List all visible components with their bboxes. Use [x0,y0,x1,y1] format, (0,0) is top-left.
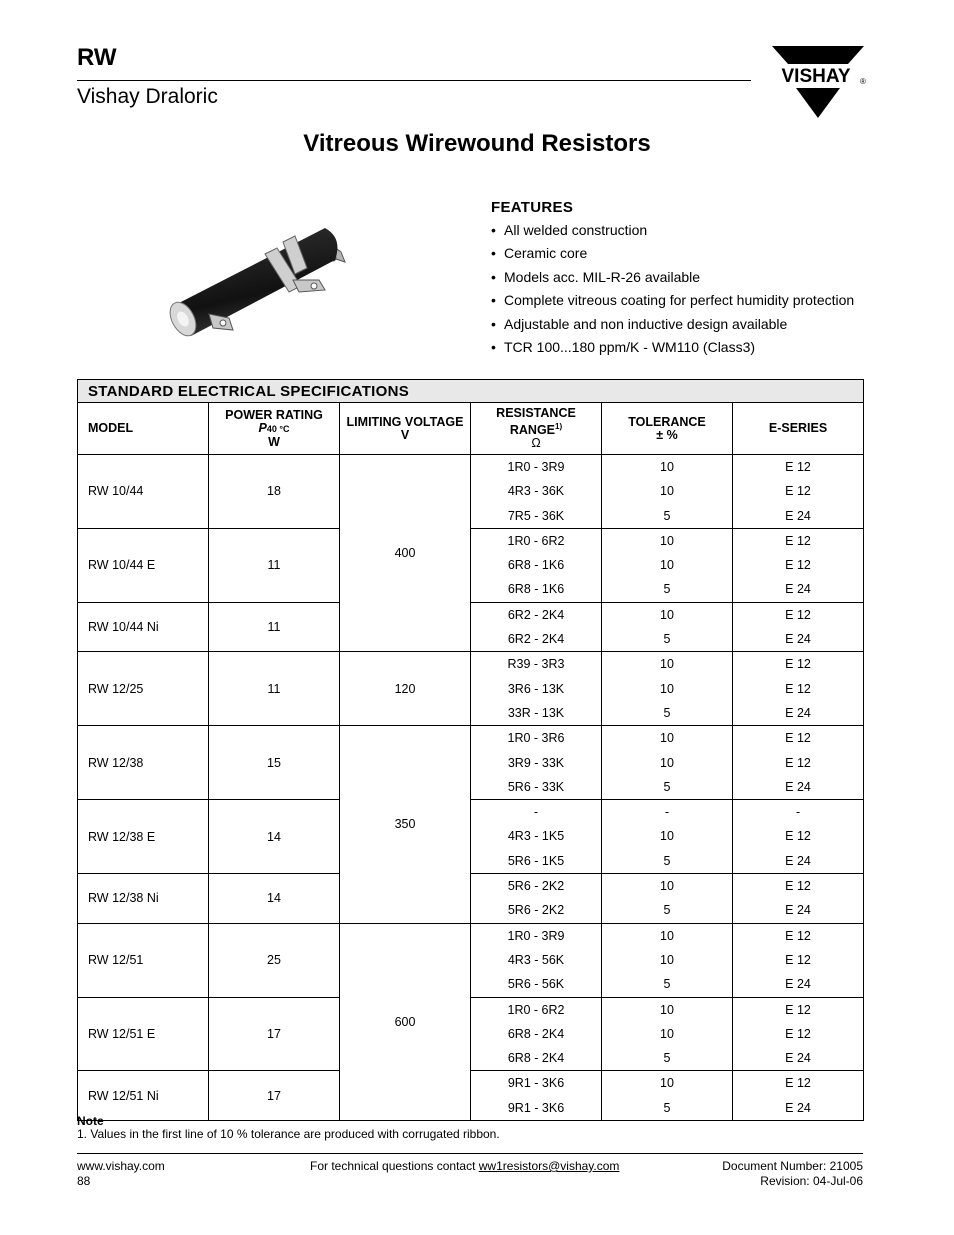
es-value: E 12 [785,558,811,573]
footnote-marker: 1) [555,421,563,431]
features-heading: FEATURES [491,199,574,216]
range-value: 4R3 - 36K [507,484,565,499]
tol-value: 5 [663,705,671,720]
tol-cell [602,997,733,1071]
table-row [78,997,864,1071]
es-value: E 24 [785,1051,811,1066]
model-cell: RW 12/38 Ni [78,874,209,924]
power-cell: 11 [209,652,340,726]
range-value: 3R9 - 33K [507,755,565,770]
tolerance-header-label: TOLERANCE [628,414,706,429]
tol-cell [602,602,733,652]
feature-item: • Complete vitreous coating for perfect humidity protection [491,290,854,313]
contact-email-link[interactable]: ww1resistors@vishay.com [478,1159,620,1173]
table-row [78,874,864,924]
range-value: 6R8 - 2K4 [507,1026,565,1041]
range-value: 4R3 - 56K [507,952,565,967]
table-row [78,726,864,800]
power-header-label: POWER RATING [225,407,323,422]
footer-rule [77,1153,863,1154]
range-value: R39 - 3R3 [507,657,565,672]
es-value: E 24 [785,779,811,794]
tol-cell [602,652,733,726]
range-cell [471,923,602,997]
power-cell: 25 [209,923,340,997]
range-cell [471,455,602,529]
es-value: E 24 [785,977,811,992]
specifications-table [77,379,864,1121]
column-header-tolerance [602,403,733,455]
range-value: 33R - 13K [507,705,565,720]
column-header-resistance [471,403,602,455]
es-cell [733,923,864,997]
tol-value: 10 [660,657,674,672]
tol-value: 10 [660,460,674,474]
es-value: E 24 [785,632,811,647]
column-header-power [209,403,340,455]
document-number: Document Number: 21005 [722,1159,863,1173]
ohm-unit: Ω [531,436,541,451]
es-cell [733,455,864,529]
logo-text: VISHAY [781,66,851,87]
tol-cell [602,874,733,924]
es-value: E 12 [785,879,811,894]
model-cell: RW 12/51 Ni [78,1071,209,1121]
range-value: 5R6 - 2K2 [507,879,565,894]
range-cell [471,800,602,874]
note-heading: Note [77,1114,104,1128]
header-rule [77,80,751,81]
es-value: E 12 [785,484,811,499]
range-value: 5R6 - 1K5 [507,853,565,868]
power-cell: 11 [209,528,340,602]
tol-value: 10 [660,1076,674,1091]
tol-cell [602,800,733,874]
es-cell [733,1071,864,1121]
power-cell: 18 [209,455,340,529]
model-cell: RW 12/38 [78,726,209,800]
es-value: E 12 [785,657,811,672]
tol-value: 5 [663,582,671,597]
tol-value: 10 [660,1026,674,1041]
column-header-model: MODEL [78,403,209,455]
power-unit: W [268,434,280,449]
es-value: E 24 [785,853,811,868]
feature-item: • Ceramic core [491,243,854,266]
power-cell: 11 [209,602,340,652]
tol-value: 10 [660,558,674,573]
voltage-cell: 350 [340,726,471,923]
feature-item: • TCR 100...180 ppm/K - WM110 (Class3) [491,337,854,360]
es-value: E 12 [785,681,811,696]
range-value: - [533,805,539,820]
range-value: 4R3 - 1K5 [507,829,565,844]
range-label: RANGE [509,423,556,438]
es-cell [733,726,864,800]
voltage-cell: 400 [340,455,471,652]
tol-cell [602,528,733,602]
range-value: 6R8 - 1K6 [507,558,565,573]
tol-value: 10 [660,1002,674,1017]
range-value: 5R6 - 2K2 [507,903,565,918]
es-value: E 12 [785,755,811,770]
table-header-row [78,403,864,455]
table-body [78,455,864,1121]
contact-line [310,1159,619,1173]
power-cell: 14 [209,800,340,874]
model-cell: RW 10/44 E [78,528,209,602]
tol-value: 10 [660,484,674,499]
range-value: 6R8 - 1K6 [507,582,565,597]
es-cell [733,528,864,602]
range-cell [471,1071,602,1121]
voltage-cell: 120 [340,652,471,726]
range-value: 1R0 - 3R9 [507,928,565,943]
logo-registered-mark: ® [860,77,866,86]
range-cell [471,602,602,652]
feature-item: • Adjustable and non inductive design available [491,314,854,337]
range-cell [471,997,602,1071]
tol-value: 5 [663,853,671,868]
tol-value: 10 [660,952,674,967]
power-cell: 17 [209,1071,340,1121]
model-cell: RW 12/51 E [78,997,209,1071]
tol-value: 10 [660,755,674,770]
page-title: Vitreous Wirewound Resistors [303,130,651,157]
voltage-cell: 600 [340,923,471,1120]
model-cell: RW 12/38 E [78,800,209,874]
range-value: 3R6 - 13K [507,681,565,696]
range-value: 6R2 - 2K4 [507,632,565,647]
table-row [78,800,864,874]
tol-value: 10 [660,731,674,746]
es-value: E 24 [785,705,811,720]
es-value: E 12 [785,533,811,548]
range-value: 6R2 - 2K4 [507,607,565,622]
range-value: 1R0 - 6R2 [507,533,565,548]
table-row [78,652,864,726]
note-text: 1. Values in the first line of 10 % tolerance are produced with corrugated ribbon. [77,1127,500,1141]
es-value: E 12 [785,952,811,967]
table-row [78,455,864,529]
tol-value: 10 [660,681,674,696]
es-cell [733,602,864,652]
es-cell [733,800,864,874]
es-value: E 12 [785,1002,811,1017]
range-value: 6R8 - 2K4 [507,1051,565,1066]
brand-name: Vishay Draloric [77,85,218,108]
es-value: E 24 [785,1100,811,1115]
power-subscript: 40 °C [266,423,290,434]
model-cell: RW 10/44 Ni [78,602,209,652]
voltage-header-label: LIMITING VOLTAGE [346,414,464,429]
range-value: 9R1 - 3K6 [507,1076,565,1091]
tol-value: 5 [663,1100,671,1115]
tol-value: 5 [663,977,671,992]
es-cell [733,874,864,924]
es-value: E 12 [785,829,811,844]
tol-value: 5 [663,779,671,794]
range-value: 1R0 - 3R9 [507,460,565,474]
range-value: 7R5 - 36K [507,508,565,523]
voltage-unit: V [400,427,410,442]
range-value: 1R0 - 6R2 [507,1002,565,1017]
power-cell: 14 [209,874,340,924]
tol-value: 10 [660,607,674,622]
range-cell [471,528,602,602]
tol-value: 5 [663,1051,671,1066]
es-value: E 12 [785,928,811,943]
tol-value: 5 [663,632,671,647]
power-cell: 17 [209,997,340,1071]
es-value: - [795,805,801,820]
tol-value: 5 [663,903,671,918]
model-cell: RW 12/25 [78,652,209,726]
model-cell: RW 12/51 [78,923,209,997]
es-value: E 12 [785,1076,811,1091]
range-cell [471,874,602,924]
es-value: E 12 [785,731,811,746]
column-header-voltage [340,403,471,455]
contact-prefix: For technical questions contact [310,1159,479,1173]
es-cell [733,652,864,726]
website-link[interactable]: www.vishay.com [77,1159,165,1173]
column-header-eseries: E-SERIES [733,403,864,455]
range-cell [471,726,602,800]
table-row [78,602,864,652]
part-number: RW [77,44,117,71]
tol-cell [602,923,733,997]
tolerance-unit: ± % [656,427,678,442]
es-cell [733,997,864,1071]
vishay-logo [770,44,866,120]
es-value: E 12 [785,1026,811,1041]
range-value: 5R6 - 33K [507,779,565,794]
resistor-photo [165,218,360,348]
tol-cell [602,1071,733,1121]
tol-cell [602,455,733,529]
tol-value: 5 [663,508,671,523]
revision-date: Revision: 04-Jul-06 [760,1174,863,1188]
model-cell: RW 10/44 [78,455,209,529]
es-value: E 12 [785,460,811,474]
tol-value: 10 [660,879,674,894]
table-row [78,923,864,997]
page-number: 88 [77,1174,91,1188]
range-value: 9R1 - 3K6 [507,1100,565,1115]
range-cell [471,652,602,726]
power-cell: 15 [209,726,340,800]
tol-value: 10 [660,533,674,548]
es-value: E 24 [785,582,811,597]
es-value: E 24 [785,508,811,523]
table-caption: STANDARD ELECTRICAL SPECIFICATIONS [78,380,864,403]
tol-value: - [664,805,670,820]
tol-cell [602,726,733,800]
table-row [78,528,864,602]
tol-value: 10 [660,928,674,943]
range-value: 1R0 - 3R6 [507,731,565,746]
feature-item: • Models acc. MIL-R-26 available [491,267,854,290]
tol-value: 10 [660,829,674,844]
features-list [491,220,854,360]
es-value: E 24 [785,903,811,918]
power-symbol: P [258,420,267,435]
range-value: 5R6 - 56K [507,977,565,992]
resistance-header-label: RESISTANCE [496,405,576,420]
table-row [78,1071,864,1121]
es-value: E 12 [785,607,811,622]
feature-item: • All welded construction [491,220,854,243]
